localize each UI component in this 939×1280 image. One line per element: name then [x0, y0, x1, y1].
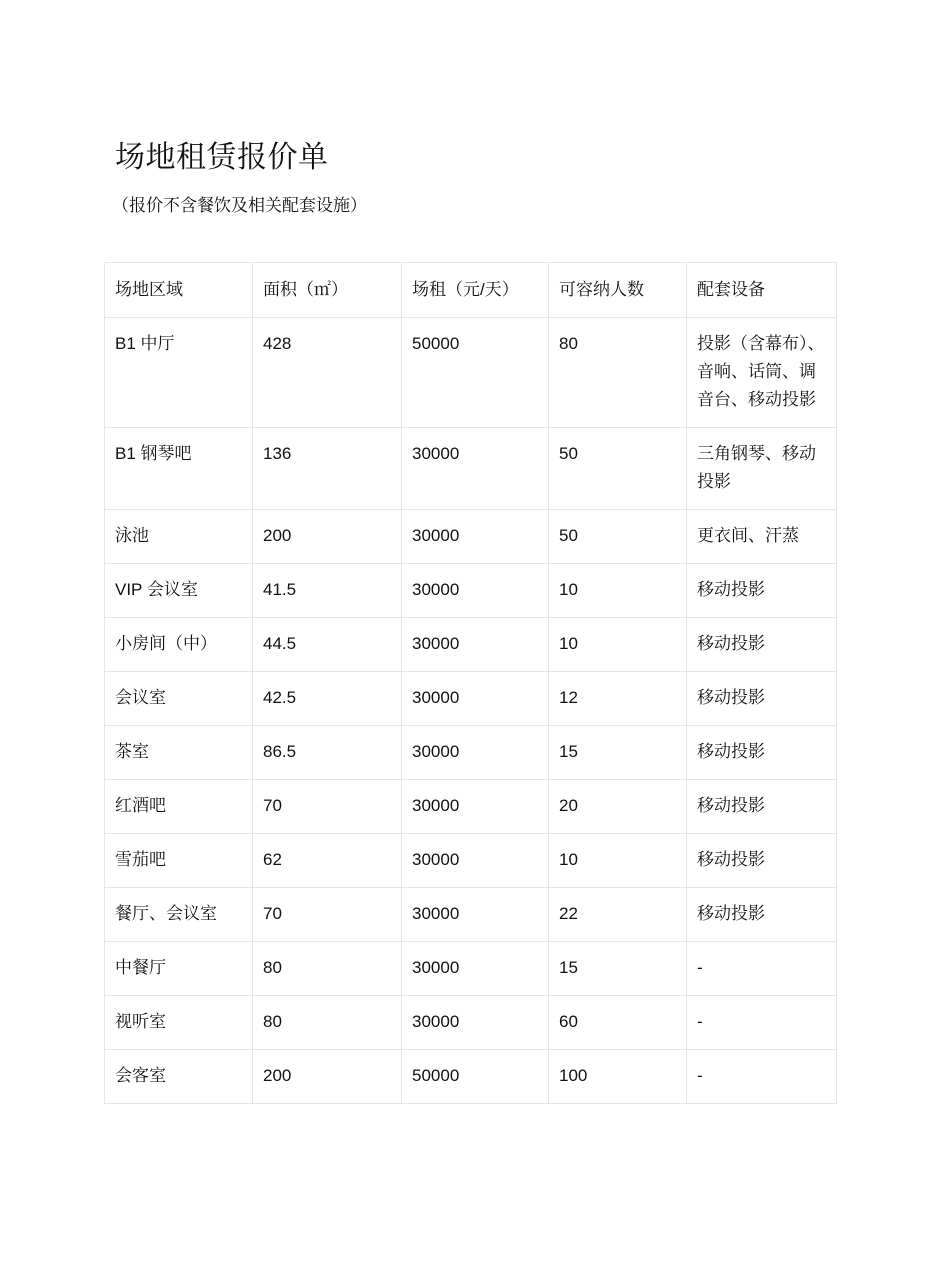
cell-rent: 30000	[402, 726, 549, 780]
page-title: 场地租赁报价单	[115, 141, 329, 174]
cell-capacity: 100	[549, 1050, 687, 1104]
cell-rent: 30000	[402, 780, 549, 834]
cell-venue: 雪茄吧	[105, 834, 253, 888]
cell-rent: 30000	[402, 834, 549, 888]
cell-rent: 30000	[402, 996, 549, 1050]
table-row	[105, 942, 837, 996]
header-capacity: 可容纳人数	[549, 263, 687, 318]
cell-rent: 50000	[402, 318, 549, 428]
cell-area: 136	[253, 428, 402, 510]
cell-capacity: 20	[549, 780, 687, 834]
cell-equipment: 移动投影	[687, 726, 837, 780]
cell-venue: 会议室	[105, 672, 253, 726]
cell-equipment: 移动投影	[687, 672, 837, 726]
cell-equipment: -	[687, 996, 837, 1050]
cell-area: 70	[253, 888, 402, 942]
cell-capacity: 50	[549, 510, 687, 564]
table-row	[105, 510, 837, 564]
cell-venue: 视听室	[105, 996, 253, 1050]
table-row	[105, 428, 837, 510]
cell-venue: 会客室	[105, 1050, 253, 1104]
cell-capacity: 10	[549, 618, 687, 672]
cell-area: 42.5	[253, 672, 402, 726]
cell-capacity: 80	[549, 318, 687, 428]
header-equipment: 配套设备	[687, 263, 837, 318]
cell-venue: 餐厅、会议室	[105, 888, 253, 942]
cell-venue: 小房间（中）	[105, 618, 253, 672]
cell-area: 428	[253, 318, 402, 428]
cell-equipment: 三角钢琴、移动投影	[687, 428, 837, 510]
cell-area: 80	[253, 996, 402, 1050]
cell-rent: 30000	[402, 942, 549, 996]
table-row	[105, 780, 837, 834]
cell-area: 80	[253, 942, 402, 996]
table-row	[105, 672, 837, 726]
cell-rent: 30000	[402, 428, 549, 510]
cell-area: 86.5	[253, 726, 402, 780]
cell-area: 70	[253, 780, 402, 834]
cell-capacity: 12	[549, 672, 687, 726]
table-row	[105, 726, 837, 780]
cell-rent: 30000	[402, 618, 549, 672]
cell-area: 62	[253, 834, 402, 888]
cell-area: 41.5	[253, 564, 402, 618]
cell-equipment: 移动投影	[687, 780, 837, 834]
cell-venue: B1 中厅	[105, 318, 253, 428]
header-venue-area: 场地区域	[105, 263, 253, 318]
cell-venue: B1 钢琴吧	[105, 428, 253, 510]
table-row	[105, 564, 837, 618]
cell-equipment: -	[687, 942, 837, 996]
cell-equipment: 移动投影	[687, 618, 837, 672]
cell-rent: 30000	[402, 672, 549, 726]
cell-capacity: 60	[549, 996, 687, 1050]
rental-price-table	[104, 262, 837, 1104]
header-floor-area: 面积（㎡）	[253, 263, 402, 318]
table-row	[105, 888, 837, 942]
cell-capacity: 10	[549, 564, 687, 618]
cell-rent: 30000	[402, 888, 549, 942]
cell-equipment: 移动投影	[687, 888, 837, 942]
table-row	[105, 1050, 837, 1104]
cell-area: 44.5	[253, 618, 402, 672]
cell-venue: 中餐厅	[105, 942, 253, 996]
cell-equipment: 移动投影	[687, 834, 837, 888]
cell-rent: 30000	[402, 564, 549, 618]
page-subtitle: （报价不含餐饮及相关配套设施）	[112, 196, 367, 215]
cell-capacity: 10	[549, 834, 687, 888]
table-row	[105, 834, 837, 888]
cell-equipment: 更衣间、汗蒸	[687, 510, 837, 564]
cell-venue: 茶室	[105, 726, 253, 780]
cell-venue: 红酒吧	[105, 780, 253, 834]
cell-area: 200	[253, 1050, 402, 1104]
cell-venue: VIP 会议室	[105, 564, 253, 618]
cell-area: 200	[253, 510, 402, 564]
table-row	[105, 996, 837, 1050]
table-row	[105, 618, 837, 672]
header-daily-rent: 场租（元/天）	[402, 263, 549, 318]
table-row	[105, 318, 837, 428]
cell-rent: 50000	[402, 1050, 549, 1104]
cell-capacity: 15	[549, 726, 687, 780]
cell-capacity: 15	[549, 942, 687, 996]
cell-rent: 30000	[402, 510, 549, 564]
cell-capacity: 50	[549, 428, 687, 510]
cell-capacity: 22	[549, 888, 687, 942]
cell-equipment: 移动投影	[687, 564, 837, 618]
cell-equipment: -	[687, 1050, 837, 1104]
cell-equipment: 投影（含幕布）、音响、话筒、调音台、移动投影	[687, 318, 837, 428]
table-header-row	[105, 263, 837, 318]
cell-venue: 泳池	[105, 510, 253, 564]
